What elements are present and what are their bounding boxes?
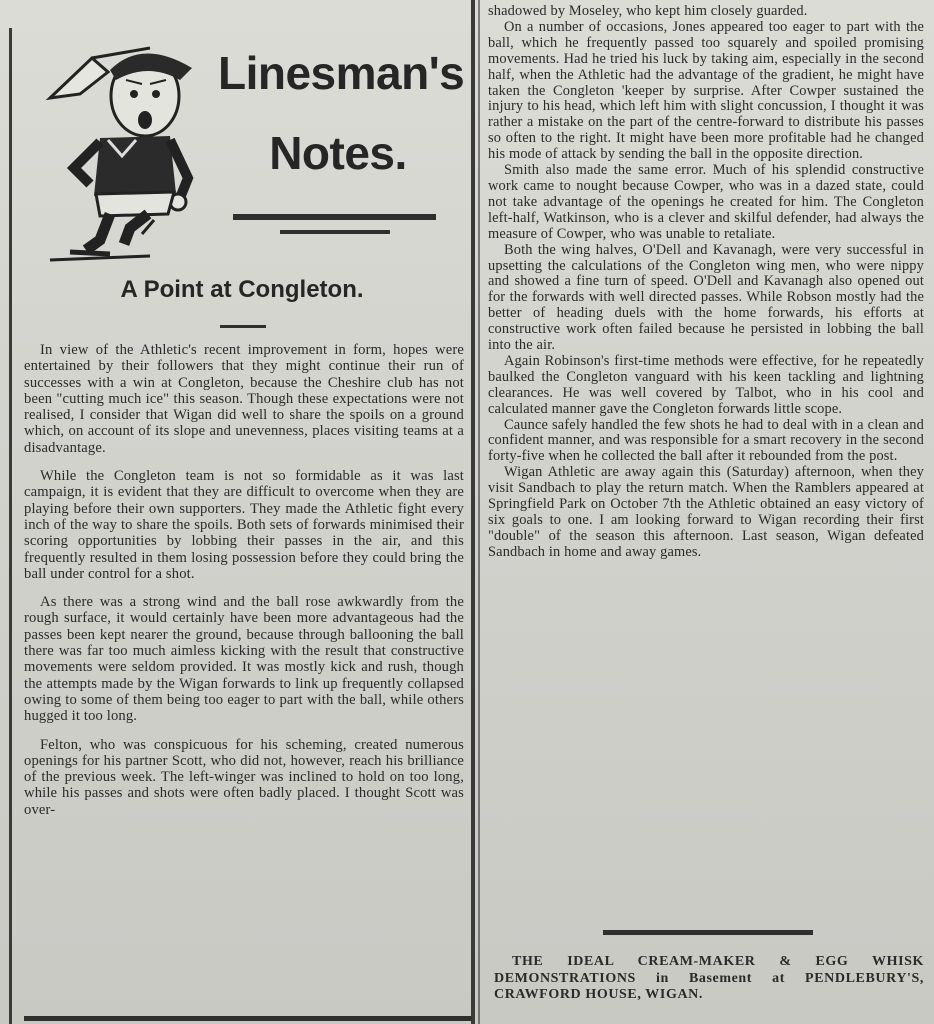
paragraph: Wigan Athletic are away again this (Saturday) afternoon, when they visit Sandbach to play the return match. When the Ramblers appeared at Springfield Park on October 7th the Athletic obtained an easy victory of six goals to one. I am looking forward to Wigan recording their first "double" of the season this afternoon. Last season, Wigan defeated Sandbach in home and away games. xyxy=(488,464,924,560)
title-underline-rule xyxy=(233,214,436,220)
paragraph: Caunce safely handled the few shots he had to deal with in a clean and confident manner, and was responsible for a smart recovery in the second forty-five when he collected the ball after it rebounded from the post. xyxy=(488,416,924,465)
left-border-rule xyxy=(9,28,12,1024)
paragraph: In view of the Athletic's recent improvement in form, hopes were entertained by their followers that they might continue their run of successes with a win at Congleton, because the Cheshire club has not been "cutting much ice" this season. Though these expectations were not realised, I consider that Wigan did well to share the spoils on a ground which, on account of its slope and unevenness, places visiting teams at a disadvantage. xyxy=(24,342,464,456)
column-divider-inner xyxy=(478,0,480,1024)
paragraph: While the Congleton team is not so formidable as it was last campaign, it is evident that they are difficult to overcome when they are playing before their own supporters. They made the Athletic fight every inch of the way to share the spoils. Both sets of forwards minimised their scoring opportunities by lobbing their passes in the air, and this frequently resulted in them losing possession before they could bring the ball under control for a shot. xyxy=(24,468,464,582)
article-end-rule xyxy=(603,930,813,935)
paragraph: Both the wing halves, O'Dell and Kavanagh, were very successful in upsetting the calculations of the Congleton wing men, who were nippy and showed a fine turn of speed. O'Dell and Kavanagh also opened out for the forwards with well directed passes. While Robson mostly had the better of heading duels with the home forwards, his efforts at constructive work often failed because he persisted in lobbing the ball into the air. xyxy=(488,241,924,354)
left-column-body xyxy=(24,342,464,830)
subheading-rule xyxy=(220,325,266,328)
paragraph: Felton, who was conspicuous for his scheming, created numerous openings for his partner Scott, who did not, however, reach his brilliance of the previous week. The left-winger was inclined to hold on too long, while his passes and shots were often badly placed. I thought Scott was over- xyxy=(24,736,464,818)
paragraph: Smith also made the same error. Much of his splendid constructive work came to nought because Cowper, who was in a dazed state, could not take advantage of the openings he created for him. The Congleton left-half, Watkinson, who is a clever and skilful defender, had always the measure of Cowper, who was unable to retaliate. xyxy=(488,162,924,242)
headline-line-1: Linesman's xyxy=(218,47,465,99)
column-divider xyxy=(471,0,475,1024)
article-headline xyxy=(218,46,465,180)
paragraph: On a number of occasions, Jones appeared too eager to part with the ball, which he frequently passed too squarely and spoiled promising movements. Had he tried his luck by taking aim, especially in the second half, when the Athletic had the advantage of the gradient, he might have taken the Congleton 'keeper by surprise. After Cowper sustained the injury to his head, which left him with slight concussion, I thought it was rather a mistake on the part of the centre-forward to distribute his passes so often to the right. It might have been more profitable had he changed his mode of attack by sending the ball in the opposite direction. xyxy=(488,18,924,163)
advertisement-notice: THE IDEAL CREAM-MAKER & EGG WHISK DEMONSTRATIONS in Basement at PENDLEBURY'S, CRAWFORD HOUSE, WIGAN. xyxy=(494,954,924,1002)
linesman-cartoon-icon xyxy=(30,28,220,268)
left-column xyxy=(18,20,466,1020)
right-column-body xyxy=(488,4,924,561)
paragraph: Again Robinson's first-time methods were effective, for he repeatedly baulked the Congleton vanguard with his keen tackling and lightning clearances. He was well covered by Talbot, who in his cool and calculated manner gave the Congleton forwards little scope. xyxy=(488,352,924,417)
headline-line-2: Notes. xyxy=(269,127,407,179)
article-subheading: A Point at Congleton. xyxy=(120,276,364,303)
paragraph-continuation: shadowed by Moseley, who kept him closely guarded. xyxy=(488,3,808,19)
title-underline-rule-short xyxy=(280,230,390,234)
right-column xyxy=(488,4,924,1020)
paragraph: As there was a strong wind and the ball rose awkwardly from the rough surface, it would certainly have been more advantageous had the passes been kept nearer the ground, because through ballooning the ball there was far too much aimless kicking with the result that constructive movements were seldom provided. It was mostly kick and rush, though the attempts made by the Wigan forwards to link up frequently collapsed owing to some of them being too eager to part with the ball, while others hugged it too long. xyxy=(24,594,464,725)
